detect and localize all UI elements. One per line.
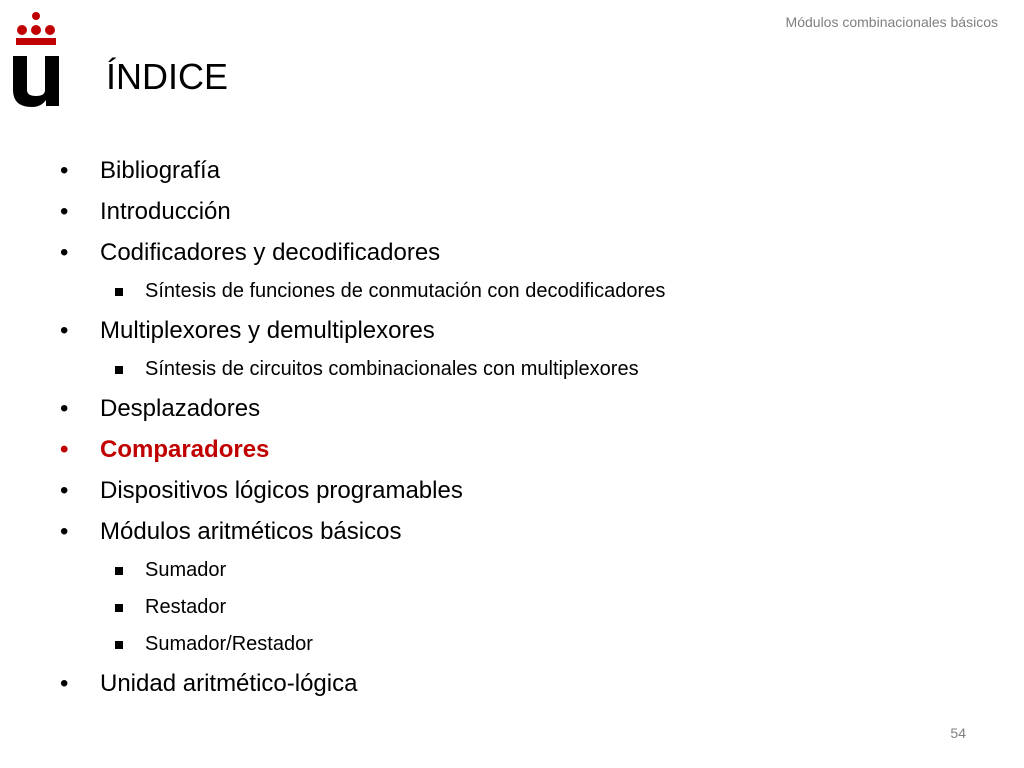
toc-subitem (60, 626, 960, 663)
toc-item (60, 388, 960, 429)
table-of-contents (60, 150, 960, 704)
toc-item-label: Sumador (145, 559, 227, 581)
toc-item-label: Síntesis de funciones de conmutación con decodificadores (145, 280, 666, 302)
bullet-icon: • (60, 436, 69, 463)
bullet-icon: • (60, 317, 69, 344)
toc-subitem (60, 552, 960, 589)
bullet-icon: • (60, 477, 69, 504)
square-bullet-icon (115, 604, 123, 612)
square-bullet-icon (115, 288, 123, 296)
toc-item-label: Dispositivos lógicos programables (100, 477, 463, 504)
bullet-icon: • (60, 518, 69, 545)
toc-item (60, 663, 960, 704)
toc-item (60, 191, 960, 232)
bullet-icon: • (60, 395, 69, 422)
bullet-icon: • (60, 239, 69, 266)
toc-subitem (60, 589, 960, 626)
toc-item (60, 310, 960, 351)
toc-item (60, 150, 960, 191)
university-crown-u-icon (10, 10, 62, 108)
toc-item (60, 470, 960, 511)
toc-item-label: Restador (145, 596, 227, 618)
toc-list (60, 150, 960, 704)
toc-item-label: Desplazadores (100, 395, 261, 422)
square-bullet-icon (115, 567, 123, 575)
square-bullet-icon (115, 366, 123, 374)
page-title: ÍNDICE (106, 56, 229, 97)
toc-item-label: Módulos aritméticos básicos (100, 518, 402, 545)
toc-item-label: Síntesis de circuitos combinacionales con multiplexores (145, 358, 639, 380)
toc-item-label: Bibliografía (100, 157, 221, 184)
bullet-icon: • (60, 670, 69, 697)
toc-subitem (60, 273, 960, 310)
toc-item (60, 511, 960, 552)
bullet-icon: • (60, 157, 69, 184)
square-bullet-icon (115, 641, 123, 649)
toc-item-label: Comparadores (100, 436, 270, 463)
toc-item (60, 232, 960, 273)
toc-item-label: Multiplexores y demultiplexores (100, 317, 435, 344)
toc-item-label: Sumador/Restador (145, 633, 313, 655)
toc-item-label: Codificadores y decodificadores (100, 239, 441, 266)
slide-header-subject: Módulos combinacionales básicos (785, 14, 998, 30)
page-number: 54 (950, 725, 966, 741)
toc-item-active (60, 429, 960, 470)
toc-item-label: Introducción (100, 198, 231, 225)
bullet-icon: • (60, 198, 69, 225)
toc-item-label: Unidad aritmético-lógica (100, 670, 358, 697)
toc-subitem (60, 351, 960, 388)
university-logo (10, 10, 62, 108)
